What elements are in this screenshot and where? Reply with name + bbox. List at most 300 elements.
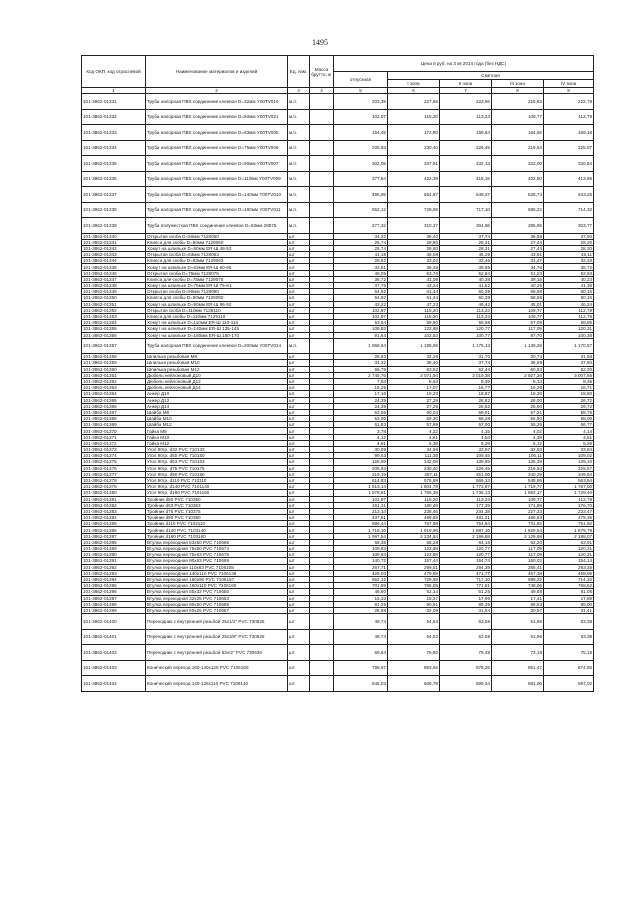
price-zone-2: 566,13 [440, 477, 492, 483]
col-number: 3 [288, 88, 310, 94]
item-unit: шт [288, 490, 310, 496]
item-name: Клипса для скобы D=50мм 7129050 [146, 239, 288, 245]
price-zone-4: 714,32 [544, 576, 594, 582]
price-zone-3: 581,06 [492, 676, 544, 692]
price-zone-1: 337,91 [388, 156, 440, 172]
item-code: 101-3862-01396 [82, 589, 146, 595]
price-zone-4: 75,19 [544, 645, 594, 661]
price-wholesale: 34,32 [334, 233, 388, 239]
item-unit: м.п. [288, 109, 310, 125]
table-row [82, 218, 594, 234]
col-number: 2 [146, 88, 288, 94]
item-unit: шт [288, 660, 310, 676]
price-wholesale: 30,89 [334, 447, 388, 453]
price-zone-2: 33,97 [440, 447, 492, 453]
price-wholesale: 213,14 [334, 508, 388, 514]
price-zone-4: 37,60 [544, 233, 594, 239]
price-zone-2: 64,16 [440, 539, 492, 545]
price-zone-2: 57,00 [440, 422, 492, 428]
item-unit: шт [288, 601, 310, 607]
item-name: Труба полужесткая ПВХ соединение клеевое D=63мм 28575 [146, 218, 288, 234]
header-name: Наименование материалов и изделий [146, 56, 288, 88]
table-row [82, 94, 594, 110]
item-name: Втулка переходная 50x32 PVC 710650 [146, 589, 288, 595]
item-unit: шт [288, 533, 310, 539]
price-wholesale: 205,93 [334, 140, 388, 156]
item-unit: шт [288, 589, 310, 595]
item-code: 101-3862-01366 [82, 403, 146, 409]
price-zone-2: 754,84 [440, 521, 492, 527]
price-zone-3: 1 683,17 [492, 490, 544, 496]
item-unit: м.п. [288, 171, 310, 187]
price-zone-3: 150,02 [492, 558, 544, 564]
item-code: 101-3862-01378 [82, 477, 146, 483]
price-zone-3: 227,23 [492, 508, 544, 514]
item-unit: шт [288, 313, 310, 319]
price-zone-3: 55,26 [492, 422, 544, 428]
price-zone-4: 4,51 [544, 434, 594, 440]
item-name: Втулка переходная 160x110 PVC 7106160 [146, 583, 288, 589]
item-name: Втулка переходная 63x50 PVC 710665 [146, 539, 288, 545]
price-zone-1: 2 234,84 [388, 533, 440, 539]
price-zone-4: 874,85 [544, 660, 594, 676]
item-name: Труба напорная ПВХ соединение клеевое D=50мм Y00TV021 [146, 109, 288, 125]
price-zone-3: 1 139,28 [492, 338, 544, 354]
price-zone-3: 528,74 [492, 187, 544, 203]
price-zone-3: 51,96 [492, 629, 544, 645]
col-number: 5 [334, 88, 388, 94]
price-zone-3: 466,53 [492, 515, 544, 521]
item-code: 101-3862-01341 [82, 239, 146, 245]
price-wholesale: 545,03 [334, 676, 388, 692]
item-code: 101-3862-01359 [82, 360, 146, 366]
item-code: 101-3862-01367 [82, 409, 146, 415]
price-zone-3: 219,54 [492, 140, 544, 156]
price-zone-4: 169,18 [544, 125, 594, 141]
price-zone-3: 731,82 [492, 521, 544, 527]
price-zone-1: 54,53 [388, 629, 440, 645]
item-code: 101-3862-01332 [82, 109, 146, 125]
price-wholesale: 15,25 [334, 385, 388, 391]
price-zone-3: 4,02 [492, 428, 544, 434]
price-zone-3: 695,22 [492, 576, 544, 582]
item-name: Дюбель нейлоновый Д12 [146, 378, 288, 384]
item-name: Труба напорная ПВХ соединение клеевое D=90мм Y00TV007 [146, 156, 288, 172]
item-name: Труба напорная ПВХ соединение клеевое D=140мм Y00TV010 [146, 187, 288, 203]
item-name: Втулка переходная 75x63 PVC 710675 [146, 552, 288, 558]
price-zone-1: 115,20 [388, 313, 440, 319]
item-code: 101-3862-01384 [82, 515, 146, 521]
item-name: Хомут на шпильке D=140мм ER-Ш 135-145 [146, 326, 288, 332]
price-wholesale: 29,52 [334, 258, 388, 264]
price-zone-1: 554,87 [388, 187, 440, 203]
item-code: 101-3862-01336 [82, 171, 146, 187]
price-zone-2: 332,13 [440, 156, 492, 172]
price-zone-1: 46,08 [388, 252, 440, 258]
price-zone-1: 489,59 [388, 515, 440, 521]
item-unit: шт [288, 583, 310, 589]
price-zone-2: 139,65 [440, 459, 492, 465]
item-mass [310, 202, 334, 218]
price-zone-4: 303,77 [544, 218, 594, 234]
price-zone-4: 35,72 [544, 264, 594, 270]
price-zone-1: 479,99 [388, 570, 440, 576]
price-zone-4: 26,72 [544, 397, 594, 403]
item-name: Дюбель нейлоновый Д14 [146, 385, 288, 391]
price-zone-3: 73,18 [492, 645, 544, 661]
item-code: 101-3862-01373 [82, 447, 146, 453]
price-zone-3: 8,13 [492, 378, 544, 384]
item-code: 101-3862-01368 [82, 416, 146, 422]
item-code: 101-3862-01365 [82, 397, 146, 403]
price-zone-3: 51,23 [492, 270, 544, 276]
item-code: 101-3862-01397 [82, 595, 146, 601]
price-zone-4: 112,79 [544, 109, 594, 125]
price-zone-3: 43,91 [492, 252, 544, 258]
price-zone-3: 57,21 [492, 409, 544, 415]
item-unit: шт [288, 539, 310, 545]
item-mass [310, 614, 334, 630]
price-zone-4: 1 879,79 [544, 527, 594, 533]
item-name: Клипса для скобы D=63мм 7129063 [146, 258, 288, 264]
price-wholesale: 69,64 [334, 645, 388, 661]
price-zone-4: 58,78 [544, 409, 594, 415]
price-zone-1: 28,80 [388, 239, 440, 245]
price-table [81, 55, 594, 692]
item-unit: шт [288, 453, 310, 459]
item-code: 101-3862-01386 [82, 527, 146, 533]
item-unit: шт [288, 252, 310, 258]
price-zone-4: 233,47 [544, 508, 594, 514]
price-zone-3: 45,01 [492, 301, 544, 307]
price-zone-1: 1 919,96 [388, 527, 440, 533]
table-row [82, 156, 594, 172]
item-code: 101-3862-01404 [82, 676, 146, 692]
item-code: 101-3862-01350 [82, 295, 146, 301]
item-code: 101-3862-01392 [82, 564, 146, 570]
item-unit: шт [288, 409, 310, 415]
price-wholesale: 91,64 [334, 332, 388, 338]
price-wholesale: 109,83 [334, 326, 388, 332]
price-zone-3: 171,98 [492, 502, 544, 508]
item-code: 101-3862-01346 [82, 270, 146, 276]
item-code: 101-3862-01339 [82, 218, 146, 234]
price-zone-3: 58,55 [492, 289, 544, 295]
item-name: Открытая скоба D=50мм 7128050 [146, 233, 288, 239]
item-name: Анкер Д14 [146, 403, 288, 409]
price-zone-2: 46,42 [440, 301, 492, 307]
price-zone-2: 234,38 [440, 508, 492, 514]
item-name: Втулка переходная 90x50 PVC 710686 [146, 601, 288, 607]
price-zone-3: 402,50 [492, 171, 544, 187]
price-zone-1: 18,27 [388, 595, 440, 601]
price-zone-3: 5,12 [492, 440, 544, 446]
item-unit: шт [288, 629, 310, 645]
item-name: Гайка М12 [146, 440, 288, 446]
item-unit: шт [288, 332, 310, 338]
price-zone-3: 2 927,26 [492, 372, 544, 378]
price-zone-2: 226,45 [440, 140, 492, 156]
item-name: Угол 90гр. d90 PVC 710190 [146, 471, 288, 477]
col-number: 8 [492, 88, 544, 94]
item-mass [310, 660, 334, 676]
table-row [82, 676, 594, 692]
price-zone-3: 548,86 [492, 477, 544, 483]
price-zone-3: 49,68 [492, 589, 544, 595]
price-zone-3: 219,54 [492, 465, 544, 471]
item-name: Хомут на шпильке D=63мм ER-Ш 60-66 [146, 264, 288, 270]
price-zone-3: 27,44 [492, 245, 544, 251]
item-code: 101-3862-01372 [82, 440, 146, 446]
price-zone-3: 285,41 [492, 564, 544, 570]
item-unit: м.п. [288, 202, 310, 218]
item-code: 101-3862-01362 [82, 378, 146, 384]
price-wholesale: 140,72 [334, 558, 388, 564]
price-zone-4: 26,72 [544, 403, 594, 409]
item-code: 101-3862-01345 [82, 264, 146, 270]
price-zone-4: 5,26 [544, 440, 594, 446]
price-zone-4: 63,91 [544, 539, 594, 545]
header-mass: Масса брутто, кг [310, 56, 334, 88]
price-zone-2: 2 196,58 [440, 533, 492, 539]
item-unit: шт [288, 416, 310, 422]
price-zone-4: 60,15 [544, 289, 594, 295]
item-name: Открытая скоба D=90мм 7128090 [146, 289, 288, 295]
item-mass [310, 218, 334, 234]
price-zone-4: 56,77 [544, 422, 594, 428]
price-zone-4: 225,57 [544, 140, 594, 156]
price-zone-3: 17,41 [492, 595, 544, 601]
price-zone-1: 59,90 [388, 320, 440, 326]
price-zone-2: 717,10 [440, 576, 492, 582]
price-zone-2: 3 019,38 [440, 372, 492, 378]
item-code: 101-3862-01331 [82, 94, 146, 110]
item-mass [310, 676, 334, 692]
price-zone-4: 330,84 [544, 156, 594, 172]
item-name: Втулка переходная 110x63 PVC 7106108 [146, 564, 288, 570]
price-zone-2: 35,85 [440, 264, 492, 270]
price-wholesale: 48,74 [334, 614, 388, 630]
item-name: Тройник d75 PVC 710375 [146, 508, 288, 514]
price-zone-1: 157,44 [388, 558, 440, 564]
price-zone-2: 60,39 [440, 289, 492, 295]
price-wholesale: 17,16 [334, 391, 388, 397]
price-zone-3: 56,50 [492, 416, 544, 422]
price-wholesale: 109,83 [334, 552, 388, 558]
price-zone-2: 481,21 [440, 515, 492, 521]
item-name: Гайка М10 [146, 434, 288, 440]
price-wholesale: 154,45 [334, 125, 388, 141]
price-zone-2: 100,77 [440, 332, 492, 338]
item-unit: м.п. [288, 94, 310, 110]
item-name: Конический переход 140-125x110 PVC 7109140 [146, 676, 288, 692]
item-name: Шпилька резьбовая М10 [146, 360, 288, 366]
price-zone-3: 1 719,77 [492, 484, 544, 490]
price-zone-2: 169,84 [440, 125, 492, 141]
table-row [82, 125, 594, 141]
price-zone-3: 135,39 [492, 459, 544, 465]
price-wholesale: 798,67 [334, 660, 388, 676]
price-zone-1: 4,22 [388, 428, 440, 434]
price-zone-2: 52,84 [440, 270, 492, 276]
price-zone-2: 28,31 [440, 245, 492, 251]
price-zone-4: 413,55 [544, 171, 594, 187]
table-row [82, 660, 594, 676]
price-zone-2: 16,77 [440, 385, 492, 391]
item-name: Тройник d50 PVC 710350 [146, 496, 288, 502]
price-zone-4: 31,58 [544, 354, 594, 360]
item-code: 101-3862-01390 [82, 552, 146, 558]
item-code: 101-3862-01385 [82, 521, 146, 527]
table-row [82, 202, 594, 218]
item-name: Шайба М10 [146, 416, 288, 422]
price-zone-2: 37,74 [440, 360, 492, 366]
price-zone-3: 40,25 [492, 283, 544, 289]
item-code: 101-3862-01401 [82, 629, 146, 645]
item-code: 101-3862-01361 [82, 372, 146, 378]
price-zone-4: 33,84 [544, 447, 594, 453]
price-wholesale: 1 997,54 [334, 533, 388, 539]
price-zone-2: 1 887,10 [440, 527, 492, 533]
price-zone-3: 26,00 [492, 403, 544, 409]
price-zone-3: 60,53 [492, 366, 544, 372]
item-mass [310, 187, 334, 203]
item-code: 101-3862-01380 [82, 490, 146, 496]
header-zone-2: II зона [440, 80, 492, 88]
price-zone-2: 109,45 [440, 453, 492, 459]
item-unit: шт [288, 307, 310, 313]
price-wholesale: 37,76 [334, 283, 388, 289]
item-unit: шт [288, 465, 310, 471]
price-zone-4: 8,35 [544, 378, 594, 384]
price-wholesale: 99,53 [334, 453, 388, 459]
header-price-title: Цена в руб. на 3 кв 2014 года (без НДС) [334, 56, 594, 72]
item-code: 101-3862-01383 [82, 508, 146, 514]
price-zone-2: 771,61 [440, 583, 492, 589]
price-zone-1: 38,40 [388, 233, 440, 239]
item-unit: шт [288, 570, 310, 576]
item-code: 101-3862-01344 [82, 258, 146, 264]
price-zone-3: 86,63 [492, 601, 544, 607]
table-row [82, 140, 594, 156]
price-zone-2: 45,29 [440, 252, 492, 258]
price-wholesale: 701,59 [334, 583, 388, 589]
price-zone-3: 4,39 [492, 434, 544, 440]
price-zone-3: 457,38 [492, 570, 544, 576]
price-zone-1: 60,04 [388, 409, 440, 415]
price-zone-2: 37,74 [440, 233, 492, 239]
item-unit: шт [288, 233, 310, 239]
item-code: 101-3862-01333 [82, 125, 146, 141]
price-zone-1: 32,26 [388, 354, 440, 360]
item-unit: шт [288, 645, 310, 661]
item-code: 101-3862-01358 [82, 354, 146, 360]
item-code: 101-3862-01371 [82, 434, 146, 440]
price-zone-2: 294,39 [440, 564, 492, 570]
item-mass [310, 645, 334, 661]
item-name: Шайба М8 [146, 409, 288, 415]
price-wholesale: 28,83 [334, 354, 388, 360]
item-code: 101-3862-01343 [82, 252, 146, 258]
price-zone-2: 223,66 [440, 94, 492, 110]
price-wholesale: 161,31 [334, 502, 388, 508]
item-name: Втулка переходная 160x90 PVC 7106157 [146, 576, 288, 582]
item-name: Втулка переходная 140x110 PVC 7106139 [146, 570, 288, 576]
item-name: Втулка переходная 90x63 PVC 710669 [146, 558, 288, 564]
price-zone-2: 120,77 [440, 552, 492, 558]
price-wholesale: 42,22 [334, 301, 388, 307]
item-name: Тройник d90 PVC 710390 [146, 515, 288, 521]
price-zone-4: 112,79 [544, 313, 594, 319]
item-unit: шт [288, 239, 310, 245]
item-unit: м.п. [288, 156, 310, 172]
item-name: Угол 90гр. d63 PVC 710163 [146, 459, 288, 465]
price-zone-1: 142,08 [388, 459, 440, 465]
item-unit: шт [288, 515, 310, 521]
price-zone-1: 1 195,59 [388, 338, 440, 354]
price-zone-4: 28,20 [544, 239, 594, 245]
item-unit: шт [288, 354, 310, 360]
price-zone-3: 16,26 [492, 385, 544, 391]
price-zone-4: 120,31 [544, 546, 594, 552]
price-zone-1: 299,51 [388, 564, 440, 570]
price-zone-4: 51,05 [544, 589, 594, 595]
price-zone-2: 545,37 [440, 187, 492, 203]
price-zone-4: 349,64 [544, 471, 594, 477]
price-zone-1: 575,99 [388, 477, 440, 483]
price-zone-4: 1 729,40 [544, 490, 594, 496]
price-zone-3: 1 829,54 [492, 527, 544, 533]
item-code: 101-3862-01400 [82, 614, 146, 630]
item-unit: шт [288, 326, 310, 332]
price-zone-4: 479,35 [544, 515, 594, 521]
price-zone-2: 1 736,13 [440, 490, 492, 496]
price-zone-4: 112,79 [544, 307, 594, 313]
price-zone-4: 597,02 [544, 676, 594, 692]
price-zone-2: 60,39 [440, 295, 492, 301]
price-zone-4: 120,31 [544, 326, 594, 332]
item-name: Труба напорная ПВХ соединение клеевое D=32мм Y00TV010 [146, 94, 288, 110]
price-zone-2: 226,45 [440, 465, 492, 471]
price-zone-3: 106,11 [492, 453, 544, 459]
price-zone-4: 4,14 [544, 428, 594, 434]
price-zone-1: 28,80 [388, 245, 440, 251]
item-name: Втулка переходная 32x25 PVC 710663 [146, 595, 288, 601]
price-zone-3: 109,77 [492, 313, 544, 319]
price-wholesale: 56,78 [334, 366, 388, 372]
item-name: Угол 90гр. d160 PVC 7101160 [146, 490, 288, 496]
price-zone-1: 90,91 [388, 601, 440, 607]
price-zone-4: 120,31 [544, 552, 594, 558]
item-name: Гайка М8 [146, 428, 288, 434]
item-code: 101-3862-01381 [82, 496, 146, 502]
price-zone-3: 851,47 [492, 660, 544, 676]
item-code: 101-3862-01348 [82, 283, 146, 289]
item-name: Клипса для скобы D=110мм 7129110 [146, 313, 288, 319]
price-zone-1: 47,23 [388, 301, 440, 307]
price-wholesale: 24,39 [334, 397, 388, 403]
item-code: 101-3862-01338 [82, 202, 146, 218]
item-name: Труба напорная ПВХ соединение клеевое D=75мм Y00TV006 [146, 140, 288, 156]
price-wholesale: 319,19 [334, 471, 388, 477]
price-zone-3: 32,93 [492, 447, 544, 453]
item-unit: шт [288, 385, 310, 391]
price-zone-2: 58,28 [440, 416, 492, 422]
price-wholesale: 7,63 [334, 378, 388, 384]
item-unit: шт [288, 527, 310, 533]
price-zone-4: 52,63 [544, 270, 594, 276]
item-unit: м.п. [288, 338, 310, 354]
